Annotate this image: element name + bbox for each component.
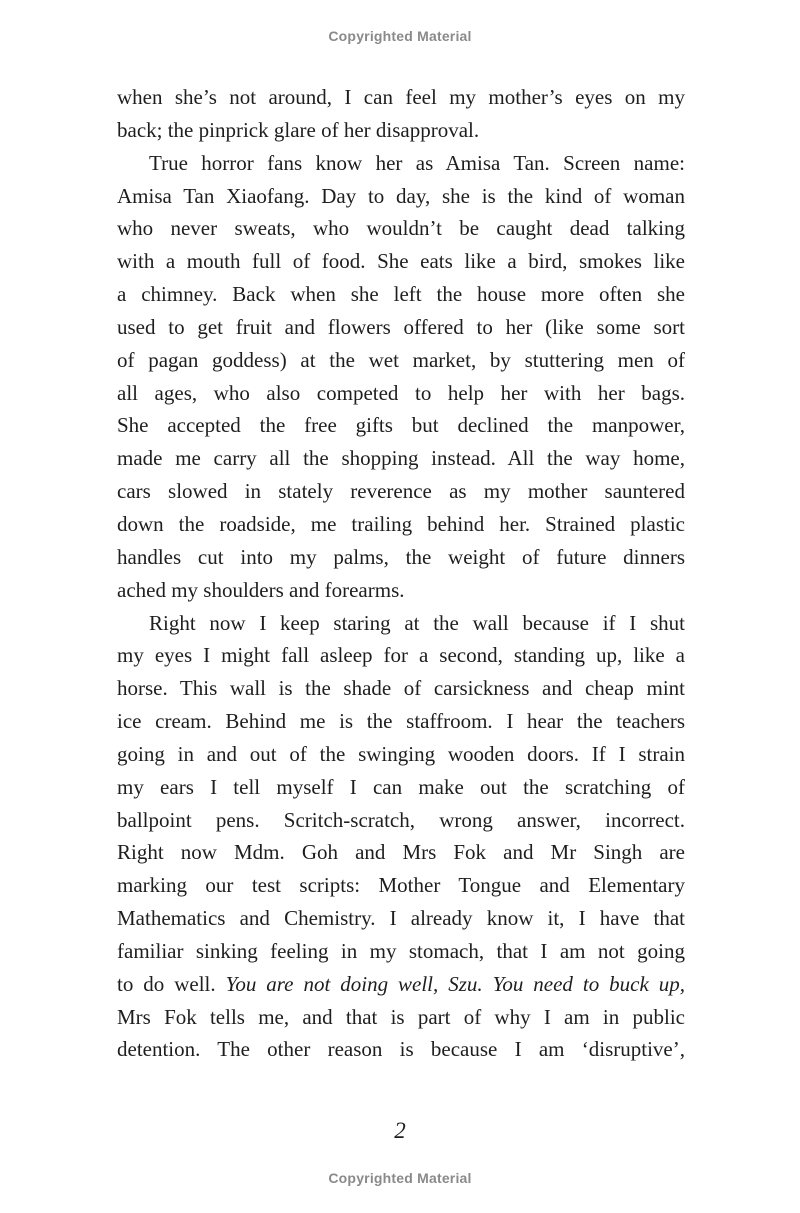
text-segment: with a mouth full of food. She eats like a bird, smokes like (117, 249, 685, 274)
text-segment: ice cream. Behind me is the staffroom. I hear the teachers (117, 709, 685, 734)
text-line (117, 935, 685, 968)
text-line (117, 180, 685, 213)
text-line (117, 804, 685, 837)
text-line (117, 344, 685, 377)
text-line (117, 541, 685, 574)
text-line (117, 475, 685, 508)
text-segment: going in and out of the swinging wooden doors. If I strain (117, 741, 685, 766)
text-segment: True horror fans know her as Amisa Tan. Screen name: (149, 150, 685, 175)
text-line (117, 442, 685, 475)
text-segment: familiar sinking feeling in my stomach, that I am not going (117, 938, 685, 963)
text-line (117, 1001, 685, 1034)
text-line (117, 607, 685, 640)
text-segment: my ears I tell myself I can make out the scratching of (117, 774, 685, 799)
text-line (117, 508, 685, 541)
text-line (117, 869, 685, 902)
text-segment: detention. The other reason is because I am ‘disruptive’, (117, 1037, 685, 1062)
text-segment: all ages, who also competed to help her with her bags. (117, 380, 685, 405)
text-segment: a chimney. Back when she left the house more often she (117, 282, 685, 307)
text-line (117, 147, 685, 180)
text-segment: cars slowed in stately reverence as my mother sauntered (117, 479, 685, 504)
text-line (117, 311, 685, 344)
page-number: 2 (394, 1118, 406, 1143)
text-segment: handles cut into my palms, the weight of future dinners (117, 544, 685, 569)
text-segment: ballpoint pens. Scritch-scratch, wrong answer, incorrect. (117, 807, 685, 832)
text-line (117, 771, 685, 804)
text-segment: marking our test scripts: Mother Tongue and Elementary (117, 873, 685, 898)
text-segment: used to get fruit and flowers offered to her (like some sort (117, 314, 685, 339)
text-segment: of pagan goddess) at the wet market, by stuttering men of (117, 347, 685, 372)
copyright-notice-top: Copyrighted Material (328, 28, 472, 44)
text-segment: my eyes I might fall asleep for a second, standing up, like a (117, 643, 685, 668)
text-line (117, 245, 685, 278)
text-segment: Amisa Tan Xiaofang. Day to day, she is the kind of woman (117, 183, 685, 208)
text-segment: who never sweats, who wouldn’t be caught dead talking (117, 216, 685, 241)
text-line (117, 902, 685, 935)
text-line (117, 705, 685, 738)
italic-text: You are not doing well, Szu. You need to buck up, (225, 971, 685, 996)
text-segment: Right now Mdm. Goh and Mrs Fok and Mr Singh are (117, 840, 685, 865)
text-segment: made me carry all the shopping instead. All the way home, (117, 446, 685, 471)
text-segment: down the roadside, me trailing behind her. Strained plastic (117, 511, 685, 536)
text-segment: Right now I keep staring at the wall because if I shut (149, 610, 685, 635)
text-line (117, 968, 685, 1001)
text-line (117, 574, 685, 607)
copyright-notice-bottom: Copyrighted Material (328, 1170, 472, 1186)
text-line (117, 377, 685, 410)
text-line (117, 672, 685, 705)
body-text (117, 81, 685, 1066)
text-line (117, 212, 685, 245)
text-line (117, 639, 685, 672)
text-line (117, 1033, 685, 1066)
text-line (117, 836, 685, 869)
text-segment: She accepted the free gifts but declined the manpower, (117, 413, 685, 438)
text-segment: to do well. (117, 971, 226, 996)
text-segment: ached my shoulders and forearms. (117, 577, 405, 602)
text-segment: when she’s not around, I can feel my mother’s eyes on my (117, 85, 685, 109)
text-line (117, 738, 685, 771)
text-line (117, 81, 685, 114)
text-segment: Mathematics and Chemistry. I already know it, I have that (117, 906, 685, 931)
text-segment: Mrs Fok tells me, and that is part of why I am in public (117, 1004, 685, 1029)
text-line (117, 114, 685, 147)
text-segment: horse. This wall is the shade of carsickness and cheap mint (117, 676, 685, 701)
text-line (117, 409, 685, 442)
text-line (117, 278, 685, 311)
text-segment: back; the pinprick glare of her disapproval. (117, 117, 480, 142)
